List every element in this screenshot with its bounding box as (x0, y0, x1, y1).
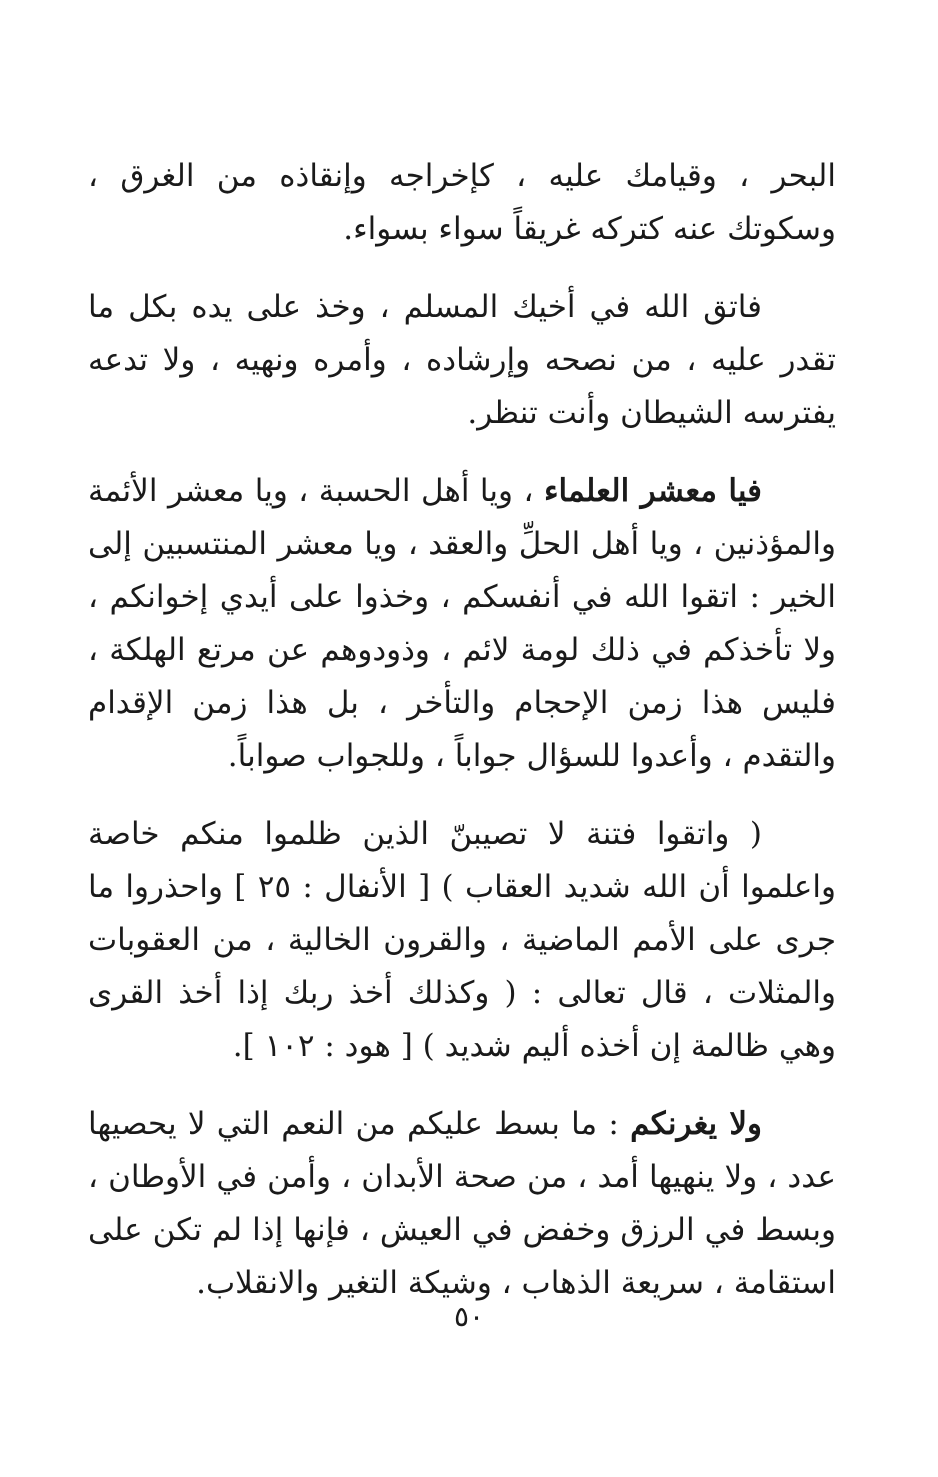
paragraph-4 (88, 808, 836, 1073)
paragraph-text: ( واتقوا فتنة لا تصيبنّ الذين ظلموا منكم خاصة واعلموا أن الله شديد العقاب ) [ الأنفال : ٢٥ ] واحذروا ما جرى على الأمم الماضية ، والقرون الخالية ، من العقوبات والمثلات ، قال تعالى : ( وكذلك أخذ ربك إذا أخذ القرى وهي ظالمة إن أخذه أليم شديد ) [ هود : ١٠٢ ]. (88, 816, 837, 1064)
paragraph-1 (88, 150, 836, 256)
paragraph-3 (88, 465, 836, 783)
paragraph-text: : ما بسط عليكم من النعم التي لا يحصيها عدد ، ولا ينهيها أمد ، من صحة الأبدان ، وأمن في الأوطان ، وبسط في الرزق وخفض في العيش ، فإنها إذا لم تكن على استقامة ، سريعة الذهاب ، وشيكة التغير والانقلاب. (88, 1106, 836, 1301)
paragraph-text: ، ويا أهل الحسبة ، ويا معشر الأئمة والمؤذنين ، ويا أهل الحلِّ والعقد ، ويا معشر المنتسبين إلى الخير : اتقوا الله في أنفسكم ، وخذوا على أيدي إخوانكم ، ولا تأخذكم في ذلك لومة لائم ، وذودوهم عن مرتع الهلكة ، فليس هذا زمن الإحجام والتأخر ، بل هذا زمن الإقدام والتقدم ، وأعدوا للسؤال جواباً ، وللجواب صواباً. (88, 473, 836, 774)
page-number: ٥٠ (453, 1300, 485, 1333)
paragraph-2 (88, 281, 836, 440)
paragraph-lead: فيا معشر العلماء (543, 473, 762, 509)
page-body (88, 150, 836, 1335)
paragraph-text: فاتق الله في أخيك المسلم ، وخذ على يده بكل ما تقدر عليه ، من نصحه وإرشاده ، وأمره ونهيه ، ولا تدعه يفترسه الشيطان وأنت تنظر. (88, 289, 836, 431)
paragraph-5 (88, 1098, 836, 1310)
paragraph-text: البحر ، وقيامك عليه ، كإخراجه وإنقاذه من الغرق ، وسكوتك عنه كتركه غريقاً سواء بسواء. (88, 158, 836, 247)
paragraph-lead: ولا يغرنكم (630, 1106, 763, 1142)
